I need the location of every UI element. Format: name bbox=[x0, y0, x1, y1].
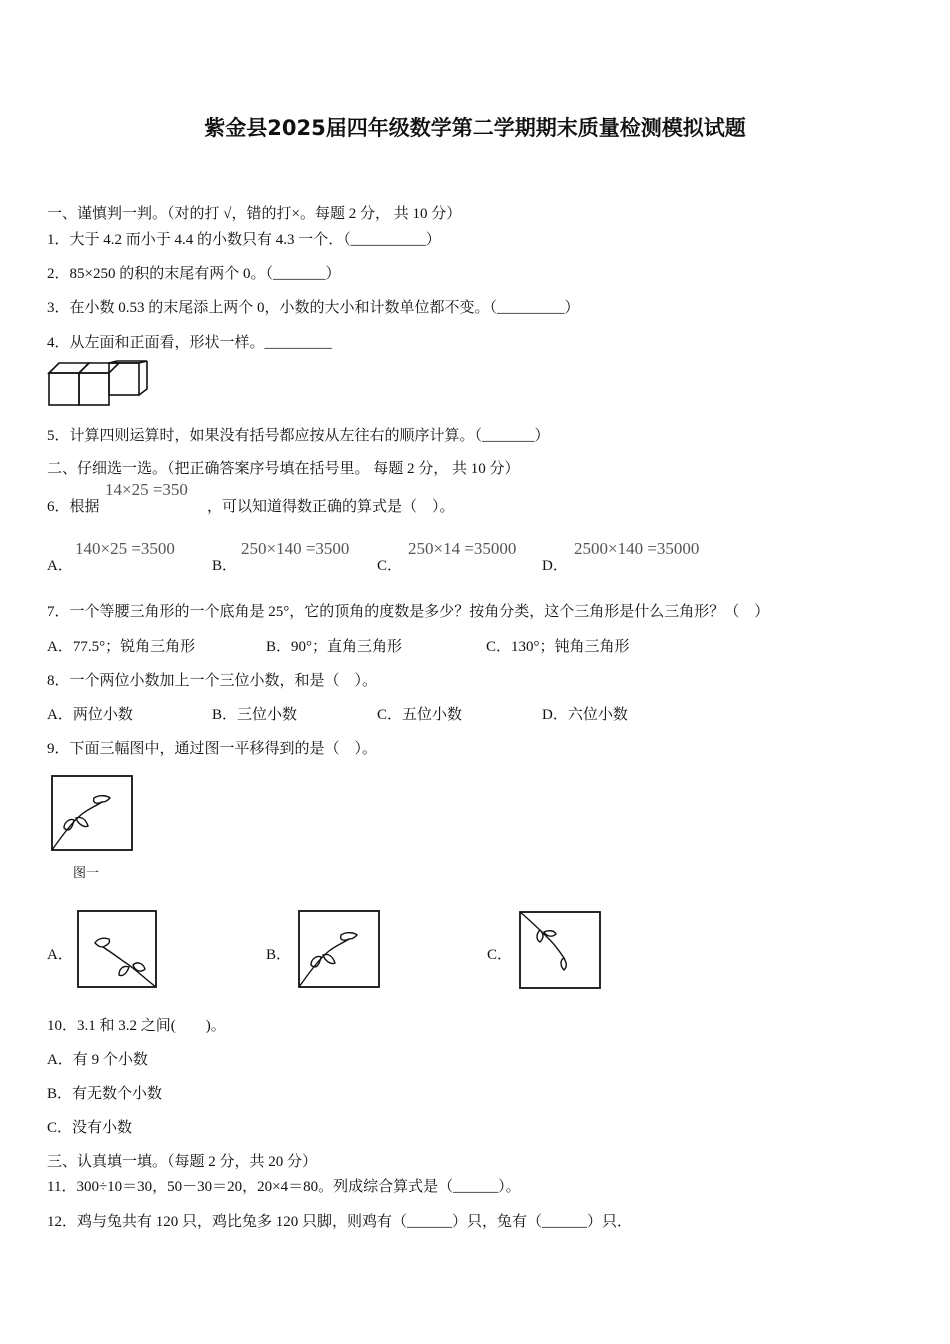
question-11: 11．300÷10＝30，50－30＝20，20×4＝80。列成综合算式是（______）。 bbox=[47, 1179, 521, 1195]
question-3: 3．在小数 0.53 的末尾添上两个 0，小数的大小和计数单位都不变。（_________） bbox=[47, 300, 580, 316]
question-8: 8．一个两位小数加上一个三位小数，和是（ ）。 bbox=[47, 673, 378, 689]
question-6-option-d-formula: 2500×140 =35000 bbox=[574, 539, 700, 558]
question-1: 1．大于 4.2 而小于 4.4 的小数只有 4.3 一个．（__________） bbox=[47, 232, 441, 248]
page-title: 紫金县2025届四年级数学第二学期期末质量检测模拟试题 bbox=[204, 116, 746, 140]
question-8-option-a[interactable]: A．两位小数 bbox=[47, 707, 133, 723]
question-5: 5．计算四则运算时，如果没有括号都应按从左往右的顺序计算。（_______） bbox=[47, 428, 550, 444]
question-9-option-b[interactable]: B． bbox=[266, 947, 292, 963]
section-2-heading: 二、仔细选一选。（把正确答案序号填在括号里。 每题 2 分， 共 10 分） bbox=[47, 461, 520, 477]
question-2: 2．85×250 的积的末尾有两个 0。（_______） bbox=[47, 266, 341, 282]
question-7: 7．一个等腰三角形的一个底角是 25°，它的顶角的度数是多少？按角分类，这个三角形是什么三角形？（ ） bbox=[47, 604, 770, 620]
question-6-option-b-letter[interactable]: B． bbox=[212, 558, 238, 574]
question-12: 12．鸡与兔共有 120 只，鸡比兔多 120 只脚，则鸡有（______）只，兔有（______）只． bbox=[47, 1214, 633, 1230]
question-6-option-d-letter[interactable]: D． bbox=[542, 558, 568, 574]
cubes-figure bbox=[48, 360, 150, 408]
question-6-prefix: 6．根据 bbox=[47, 499, 100, 515]
question-6-option-a-letter[interactable]: A． bbox=[47, 558, 73, 574]
question-6-option-b-formula: 250×140 =3500 bbox=[241, 539, 350, 558]
option-a-leaf-image[interactable] bbox=[77, 909, 159, 989]
question-7-option-c[interactable]: C．130°；钝角三角形 bbox=[486, 639, 630, 655]
question-10-option-a[interactable]: A．有 9 个小数 bbox=[47, 1052, 148, 1068]
question-6-option-c-formula: 250×14 =35000 bbox=[408, 539, 517, 558]
question-6-option-c-letter[interactable]: C． bbox=[377, 558, 403, 574]
question-7-option-b[interactable]: B．90°；直角三角形 bbox=[266, 639, 403, 655]
question-4: 4．从左面和正面看，形状一样。_________ bbox=[47, 335, 333, 351]
question-8-option-d[interactable]: D．六位小数 bbox=[542, 707, 628, 723]
question-9-option-a[interactable]: A． bbox=[47, 947, 73, 963]
question-10-option-b[interactable]: B．有无数个小数 bbox=[47, 1086, 163, 1102]
question-6-option-a-formula: 140×25 =3500 bbox=[75, 539, 175, 558]
question-7-option-a[interactable]: A．77.5°；锐角三角形 bbox=[47, 639, 196, 655]
question-8-option-c[interactable]: C．五位小数 bbox=[377, 707, 463, 723]
figure-one-caption: 图一 bbox=[73, 866, 100, 881]
figure-one-leaf-image bbox=[50, 774, 134, 852]
question-8-option-b[interactable]: B．三位小数 bbox=[212, 707, 298, 723]
question-10: 10．3.1 和 3.2 之间( )。 bbox=[47, 1018, 226, 1034]
question-6-suffix: ，可以知道得数正确的算式是（ ）。 bbox=[207, 499, 455, 515]
section-3-heading: 三、认真填一填。（每题 2 分，共 20 分） bbox=[47, 1154, 318, 1170]
question-6-formula: 14×25 =350 bbox=[105, 480, 188, 499]
question-9-option-c[interactable]: C． bbox=[487, 947, 513, 963]
question-10-option-c[interactable]: C．没有小数 bbox=[47, 1120, 133, 1136]
option-c-leaf-image[interactable] bbox=[518, 910, 602, 990]
section-1-heading: 一、谨慎判一判。（对的打 √，错的打×。每题 2 分， 共 10 分） bbox=[47, 206, 462, 222]
option-b-leaf-image[interactable] bbox=[297, 909, 381, 989]
question-9: 9．下面三幅图中，通过图一平移得到的是（ ）。 bbox=[47, 741, 378, 757]
